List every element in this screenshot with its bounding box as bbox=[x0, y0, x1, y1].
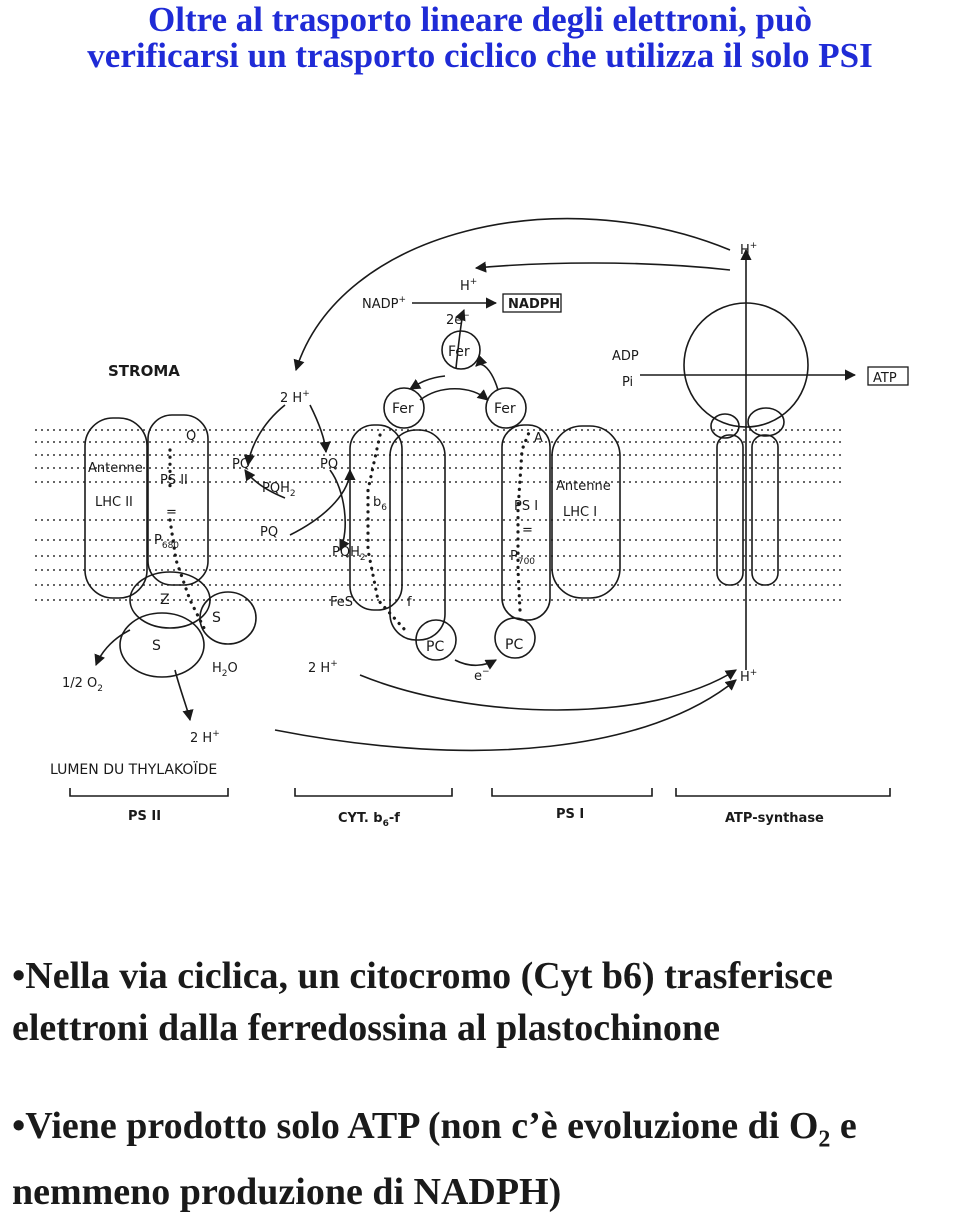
p700-label: $P_{700}$ bbox=[510, 549, 536, 567]
pc-label-right: PC bbox=[505, 637, 524, 653]
adp-label: ADP bbox=[612, 349, 639, 364]
b6-label: $b_6$ bbox=[373, 495, 387, 513]
p680-label: $P_{680}$ bbox=[154, 533, 180, 551]
z-label: Z bbox=[160, 592, 170, 608]
thylakoid-membrane bbox=[35, 430, 845, 600]
atp-label: ATP bbox=[873, 371, 897, 386]
bullet-2-subscript: 2 bbox=[818, 1126, 831, 1153]
lumen-label: LUMEN DU THYLAKOÏDE bbox=[50, 762, 218, 778]
two-h-plus-stroma-label: 2 H+ bbox=[280, 389, 310, 406]
h-plus-nadph-label: H+ bbox=[460, 277, 478, 294]
e-minus-label: e− bbox=[474, 667, 490, 684]
eq-label-right: = bbox=[522, 523, 533, 538]
cf0-right bbox=[752, 435, 778, 585]
half-o2-label: 1/2 $O_2$ bbox=[62, 676, 104, 694]
bracket-cyt-b6f-label: CYT. $b_6-f$ bbox=[338, 811, 400, 829]
mobile-carriers bbox=[384, 331, 535, 660]
two-e-label: 2e− bbox=[446, 311, 470, 328]
s-label-left: S bbox=[152, 638, 161, 654]
two-h-plus-lumen-label-2: 2 H+ bbox=[190, 729, 220, 746]
bracket-atp-synthase-label: ATP-synthase bbox=[725, 811, 824, 826]
bullet-2-tail: e nemmeno produzione di NADPH) bbox=[12, 1105, 857, 1213]
h2o-label: $H_2O$ bbox=[212, 661, 238, 679]
fer-label-right: Fer bbox=[494, 401, 516, 417]
ps-i-label: PS I bbox=[514, 499, 539, 514]
ps-ii-label: PS II bbox=[160, 473, 188, 488]
thylakoid-electron-transport-diagram bbox=[0, 190, 960, 850]
pqh2-label-1: $PQH_2$ bbox=[262, 481, 296, 499]
nadph-label: NADPH bbox=[508, 297, 561, 312]
lhc-ii-label: LHC II bbox=[95, 495, 133, 510]
nadp-plus-label: NADP+ bbox=[362, 295, 407, 312]
stroma-label: STROMA bbox=[108, 362, 180, 380]
s-subunit-left bbox=[120, 613, 204, 677]
pi-label: Pi bbox=[622, 375, 634, 390]
complex-brackets bbox=[70, 788, 890, 829]
pq-label-1: PQ bbox=[232, 457, 251, 472]
fer-label-top: Fer bbox=[448, 344, 470, 360]
bracket-ps-i-label: PS I bbox=[556, 807, 585, 822]
pq-label-2: PQ bbox=[320, 457, 339, 472]
ps-ii-core bbox=[148, 415, 208, 585]
a-label: A bbox=[534, 431, 543, 446]
two-h-plus-lumen-label-1: 2 H+ bbox=[308, 659, 338, 676]
f-label: f bbox=[407, 595, 412, 610]
cf0-left bbox=[717, 435, 743, 585]
bullet-2-text: •Viene prodotto solo ATP (non c’è evoluzione di O bbox=[12, 1105, 819, 1147]
q-label: Q bbox=[186, 429, 197, 444]
fer-label-left: Fer bbox=[392, 401, 414, 417]
f-subunit bbox=[390, 430, 445, 640]
eq-label-left: = bbox=[166, 505, 177, 520]
ps-i-complex bbox=[502, 425, 620, 620]
pqh2-label-2: $PQH_2$ bbox=[332, 545, 366, 563]
h-plus-bottom-label: H+ bbox=[740, 668, 758, 685]
antenne-label-right: Antenne bbox=[556, 479, 611, 494]
bullet-list bbox=[12, 950, 952, 1218]
lhc-i-label: LHC I bbox=[563, 505, 598, 520]
fes-label: FeS bbox=[330, 595, 354, 610]
title-line-2: verificarsi un trasporto ciclico che utilizza il solo PSI bbox=[87, 36, 873, 75]
s-label-right: S bbox=[212, 610, 221, 626]
bracket-ps-ii-label: PS II bbox=[128, 809, 162, 824]
reaction-arrows bbox=[96, 219, 736, 751]
title-line-1: Oltre al trasporto lineare degli elettroni, può bbox=[148, 0, 812, 39]
pc-label-left: PC bbox=[426, 639, 445, 655]
antenne-label-left: Antenne bbox=[88, 461, 143, 476]
bullet-1: •Nella via ciclica, un citocromo (Cyt b6) trasferisce elettroni dalla ferredossina al plastochinone bbox=[12, 955, 833, 1049]
atp-synthase bbox=[640, 250, 855, 670]
h-plus-top-label: H+ bbox=[740, 241, 758, 258]
slide-title bbox=[0, 2, 960, 74]
pq-label-3: PQ bbox=[260, 525, 279, 540]
diagram-labels bbox=[50, 241, 908, 778]
cyt-b6f-complex bbox=[350, 425, 445, 640]
